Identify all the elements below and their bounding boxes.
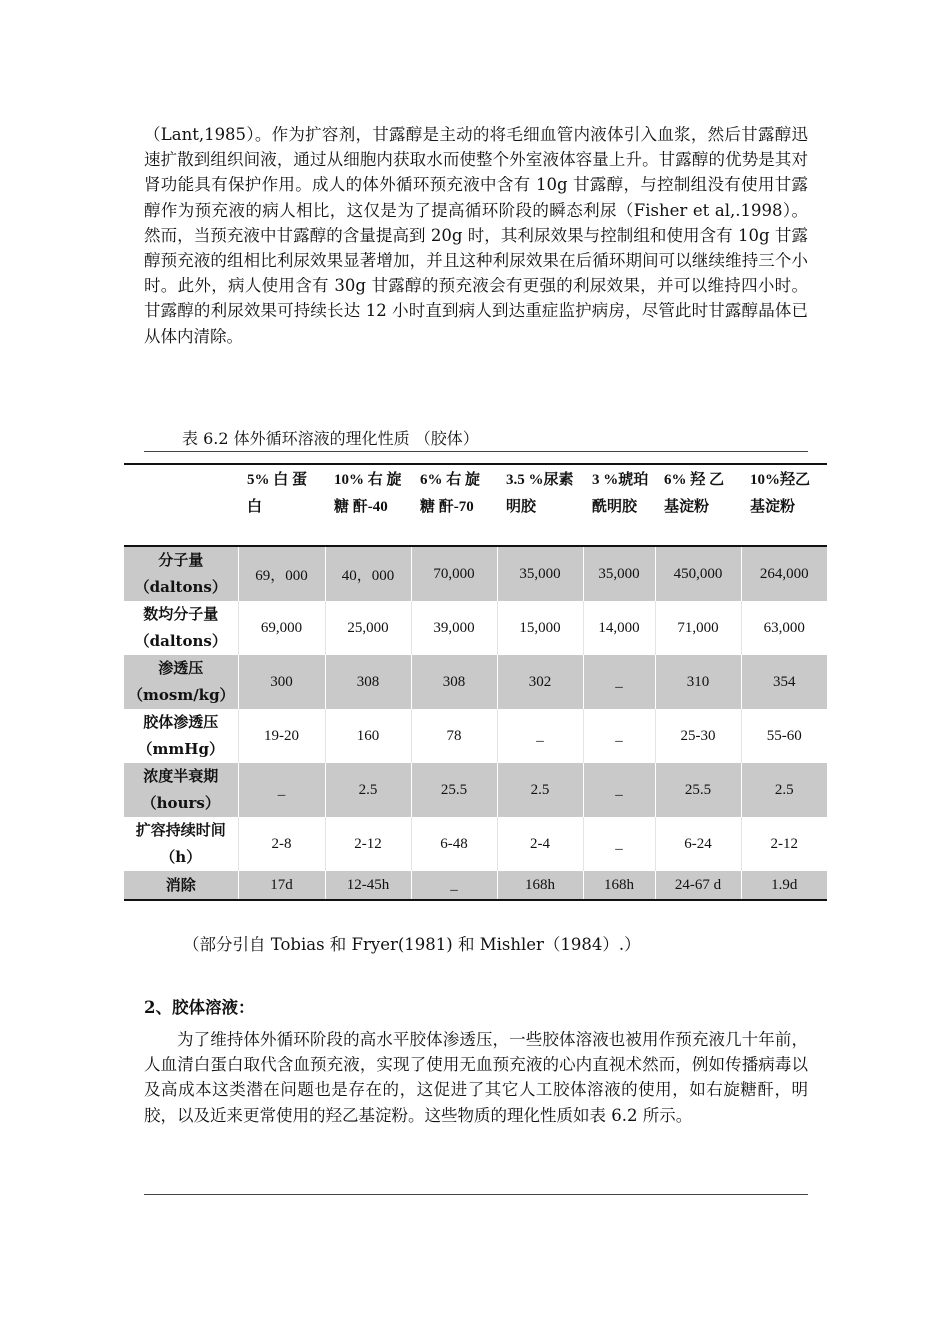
table-cell: 78 <box>411 709 497 763</box>
table-cell: 69,000 <box>238 601 325 655</box>
row-label: 胶体渗透压（mmHg） <box>137 713 224 758</box>
table-cell: 12-45h <box>325 871 411 900</box>
table-row <box>124 709 827 763</box>
table-cell: _ <box>497 709 583 763</box>
table-cell: 2-4 <box>497 817 583 871</box>
table-header-cell <box>124 464 238 546</box>
table-cell: 2.5 <box>741 763 827 817</box>
table-cell: 6-24 <box>655 817 741 871</box>
table-cell: _ <box>238 763 325 817</box>
table-header-cell: 3.5 %尿素明胶 <box>497 464 583 546</box>
table-cell: 24-67 d <box>655 871 741 900</box>
table-row <box>124 763 827 817</box>
row-label: 分子量（daltons） <box>124 546 238 601</box>
row-label: 渗透压（mosm/kg） <box>124 655 238 709</box>
table-cell: 25.5 <box>655 763 741 817</box>
table-source-note: （部分引自 Tobias 和 Fryer(1981) 和 Mishler（1984）.） <box>183 935 641 954</box>
row-label: 数均分子量（daltons） <box>134 605 227 650</box>
table-cell: 17d <box>238 871 325 900</box>
table-header-cell: 6% 羟 乙基淀粉 <box>655 464 741 546</box>
table-cell: 40，000 <box>325 546 411 601</box>
table-cell: 1.9d <box>741 871 827 900</box>
table-cell: 25,000 <box>325 601 411 655</box>
table-cell: _ <box>583 709 655 763</box>
table-cell: 300 <box>238 655 325 709</box>
table-header-cell: 6% 右 旋 糖 酐-70 <box>411 464 497 546</box>
table-row <box>124 546 827 601</box>
table-cell: 39,000 <box>411 601 497 655</box>
table-cell: _ <box>583 655 655 709</box>
table-cell: 354 <box>741 655 827 709</box>
body-paragraph-colloids: 为了维持体外循环阶段的高水平胶体渗透压，一些胶体溶液也被用作预充液几十年前，人血清白蛋白取代含血预充液，实现了使用无血预充液的心内直视术然而，例如传播病毒以及高成本这类潜在问题也是存在的，这促进了其它人工胶体溶液的使用，如右旋糖酐，明胶，以及近来更常使用的羟乙基淀粉。这些物质的理化性质如表 6.2 所示。 <box>144 1030 808 1125</box>
table-cell: _ <box>583 817 655 871</box>
body-paragraph-mannitol: （Lant,1985）。作为扩容剂，甘露醇是主动的将毛细血管内液体引入血浆，然后甘露醇迅速扩散到组织间液，通过从细胞内获取水而使整个外室液体容量上升。甘露醇的优势是其对肾功能具有保护作用。成人的体外循环预充液中含有 10g 甘露醇，与控制组没有使用甘露醇作为预充液的病人相比，这仅是为了提高循环阶段的瞬态利尿（Fisher et al,.1998）。然而，当预充液中甘露醇的含量提高到 20g 时，其利尿效果与控制组和使用含有 10g 甘露醇预充液的组相比利尿效果显著增加，并且这种利尿效果在后循环期间可以继续维持三个小时。此外，病人使用含有 30g 甘露醇的预充液会有更强的利尿效果，并可以维持四小时。甘露醇的利尿效果可持续长达 12 小时直到病人到达重症监护病房，尽管此时甘露醇晶体已从体内清除。 <box>144 125 808 346</box>
table-header-cell: 10%羟乙基淀粉 <box>741 464 827 546</box>
table-cell: 55-60 <box>741 709 827 763</box>
table-row <box>124 655 827 709</box>
row-label: 扩容持续时间（h） <box>135 821 226 866</box>
table-caption: 表 6.2 体外循环溶液的理化性质 （胶体） <box>182 429 479 448</box>
colloid-properties-table <box>124 463 827 901</box>
table-cell: 168h <box>583 871 655 900</box>
table-cell: 19-20 <box>238 709 325 763</box>
table-row <box>124 601 827 655</box>
table-cell: 15,000 <box>497 601 583 655</box>
row-label: 浓度半衰期（hours） <box>124 763 238 817</box>
table-cell: 71,000 <box>655 601 741 655</box>
table-cell: 160 <box>325 709 411 763</box>
table-header-cell: 5% 白 蛋白 <box>238 464 325 546</box>
table-cell: 69，000 <box>238 546 325 601</box>
table-cell: 25.5 <box>411 763 497 817</box>
caption-rule <box>144 451 808 452</box>
table-cell: 308 <box>411 655 497 709</box>
table-header-cell: 3 %琥珀酰明胶 <box>583 464 655 546</box>
table-cell: 2-12 <box>741 817 827 871</box>
table-row <box>124 817 827 871</box>
table-cell: 308 <box>325 655 411 709</box>
table-cell: 2-12 <box>325 817 411 871</box>
table-cell: 2-8 <box>238 817 325 871</box>
page-bottom-rule <box>144 1194 808 1195</box>
table-cell: 70,000 <box>411 546 497 601</box>
section-heading: 2、胶体溶液： <box>144 998 255 1017</box>
table-cell: 302 <box>497 655 583 709</box>
table-cell: 63,000 <box>741 601 827 655</box>
table-cell: 6-48 <box>411 817 497 871</box>
table-cell: 310 <box>655 655 741 709</box>
table-header-cell: 10% 右 旋 糖 酐-40 <box>325 464 411 546</box>
row-label: 消除 <box>124 871 238 900</box>
table-cell: 168h <box>497 871 583 900</box>
table-cell: 35,000 <box>583 546 655 601</box>
table-cell: _ <box>411 871 497 900</box>
table-cell: 2.5 <box>325 763 411 817</box>
table-cell: 264,000 <box>741 546 827 601</box>
table-cell: 2.5 <box>497 763 583 817</box>
table-header-row <box>124 464 827 546</box>
table-cell: 25-30 <box>655 709 741 763</box>
table-row <box>124 871 827 900</box>
table-cell: _ <box>583 763 655 817</box>
table-cell: 450,000 <box>655 546 741 601</box>
table-cell: 14,000 <box>583 601 655 655</box>
table-cell: 35,000 <box>497 546 583 601</box>
